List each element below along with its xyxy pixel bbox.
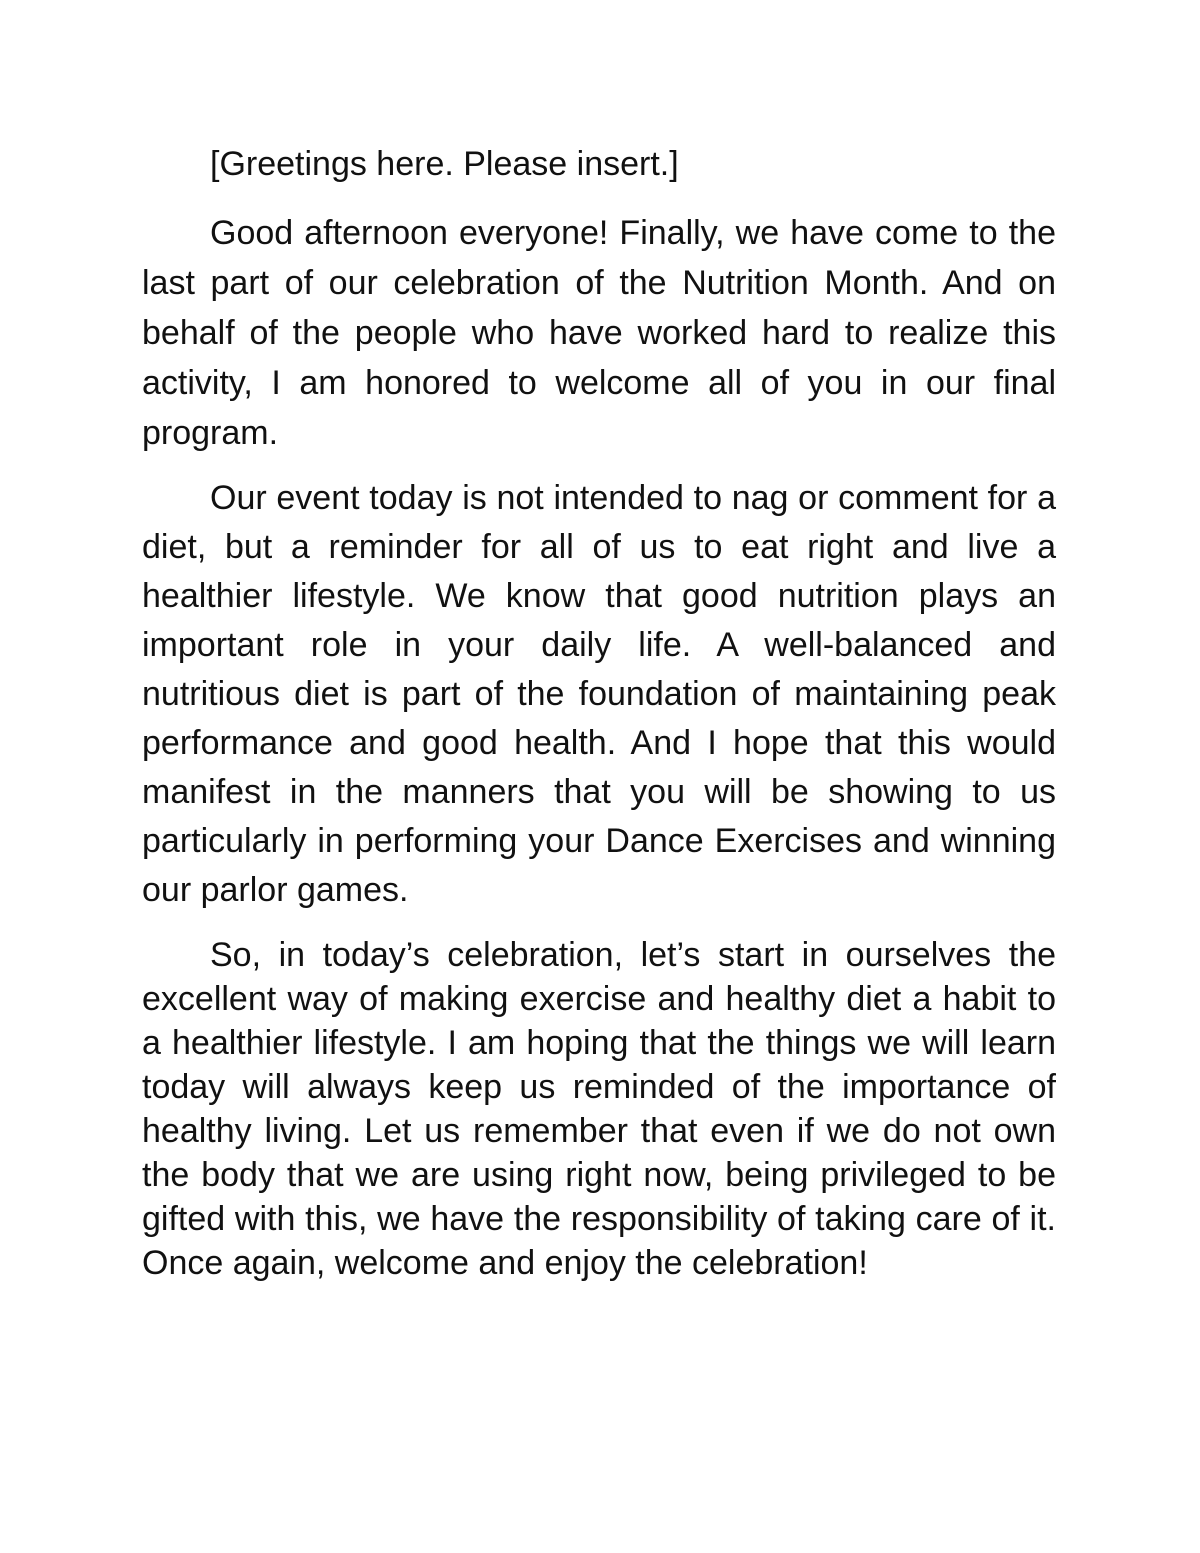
paragraph-closing: So, in today’s celebration, let’s start in ourselves the excellent way of making exercise and healthy diet a habit to a healthier lifestyle. I am hoping that the things we will learn today will always keep us reminded of the importance of healthy living. Let us remember that even if we do not own the body that we are using right now, being privileged to be gifted with this, we have the responsibility of taking care of it. Once again, welcome and enjoy the celebration! bbox=[142, 936, 1056, 1282]
speech-body bbox=[142, 140, 1056, 1285]
paragraph-welcome: Good afternoon everyone! Finally, we have come to the last part of our celebration of the Nutrition Month. And on behalf of the people who have worked hard to realize this activity, I am honored to welcome all of you in our final program. bbox=[142, 214, 1056, 452]
greeting-placeholder: [Greetings here. Please insert.] bbox=[210, 145, 679, 183]
paragraph-purpose: Our event today is not intended to nag or comment for a diet, but a reminder for all of us to eat right and live a healthier lifestyle. We know that good nutrition plays an important role in your daily life. A well-balanced and nutritious diet is part of the foundation of maintaining peak performance and good health. And I hope that this would manifest in the manners that you will be showing to us particularly in performing your Dance Exercises and winning our parlor games. bbox=[142, 479, 1056, 909]
